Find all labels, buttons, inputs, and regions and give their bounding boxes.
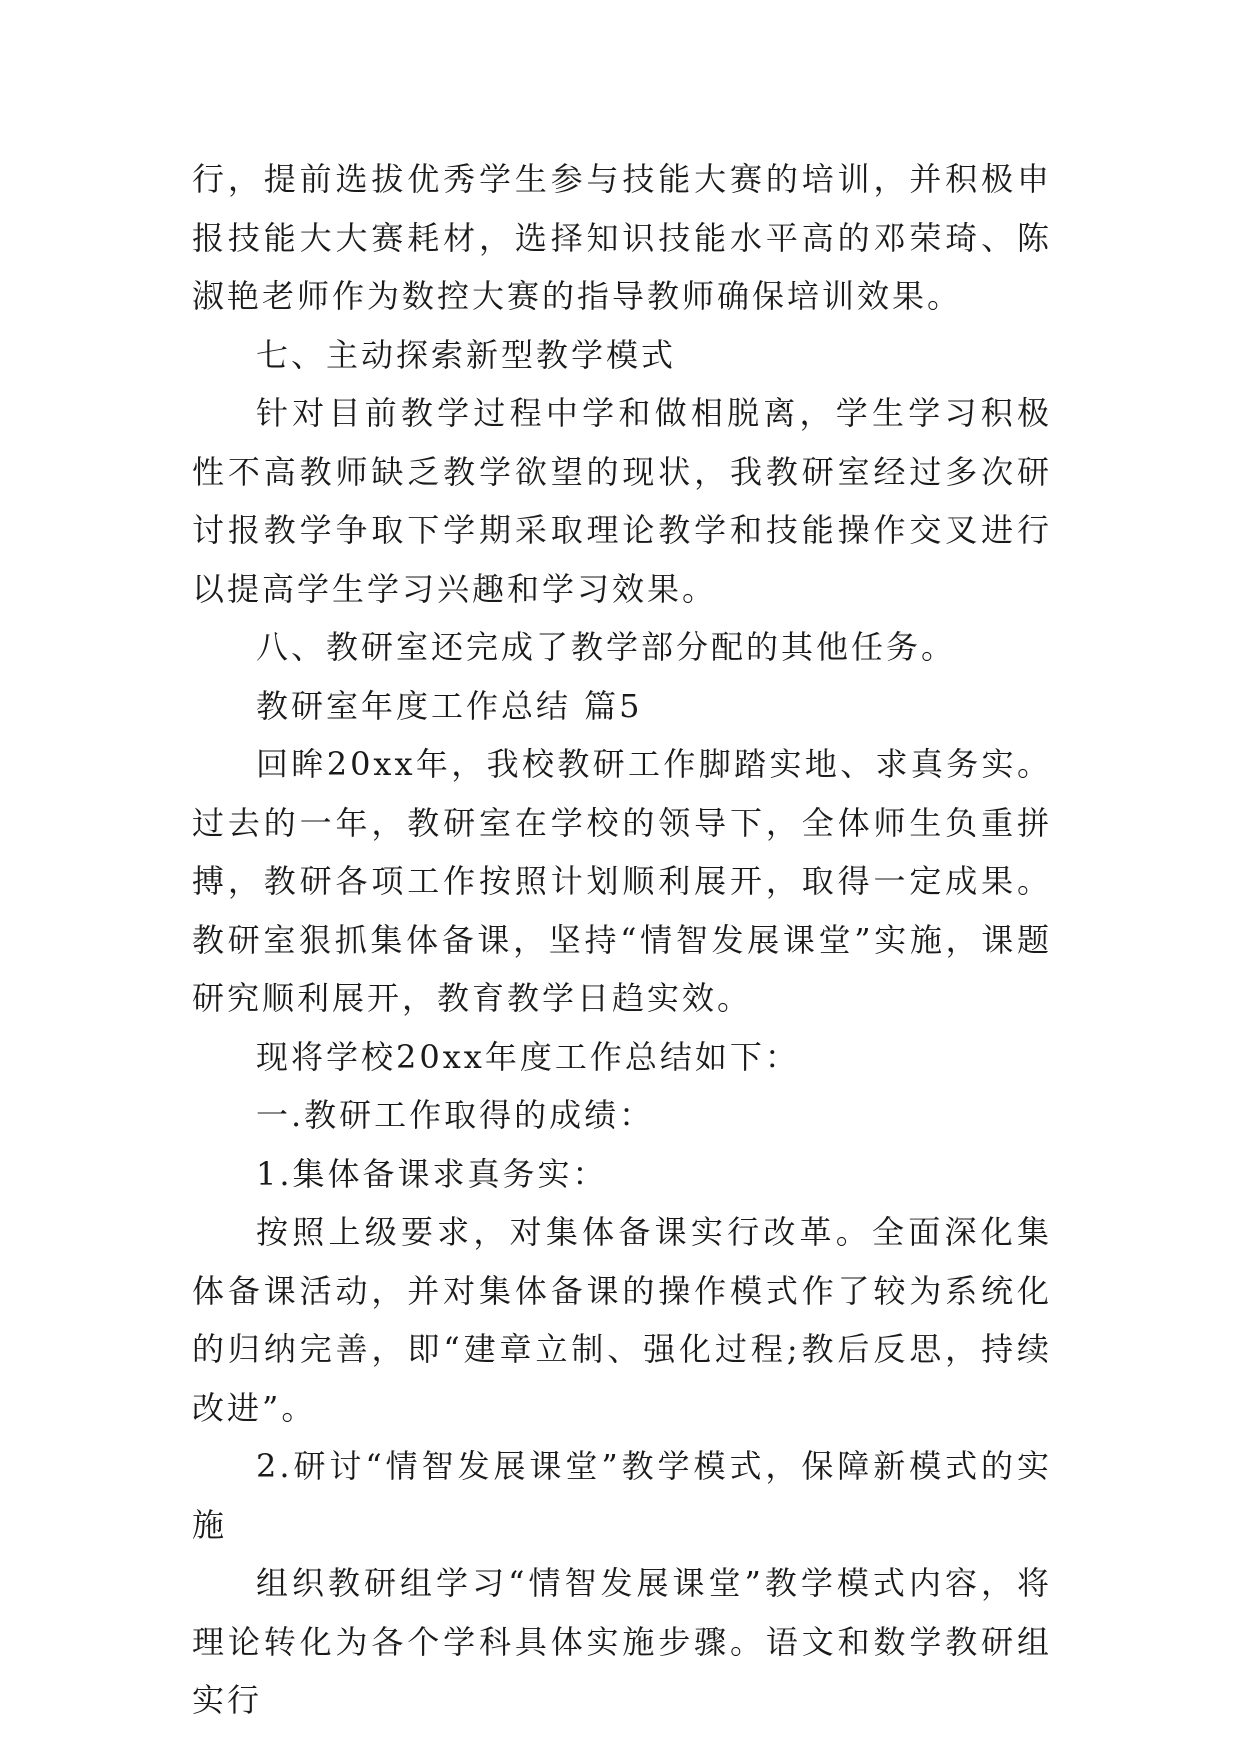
subheading-2: 2.研讨“情智发展课堂”教学模式，保障新模式的实施	[192, 1447, 1052, 1544]
subheading-1: 1.集体备课求真务实：	[256, 1154, 608, 1193]
article-title: 教研室年度工作总结 篇5	[256, 686, 643, 725]
paragraph-model-study: 组织教研组学习“情智发展课堂”教学模式内容，将理论转化为各个学科具体实施步骤。语文和数学教研组实行	[192, 1564, 1052, 1719]
section-heading-8: 八、教研室还完成了教学部分配的其他任务。	[256, 628, 957, 666]
paragraph-summary-intro: 现将学校20xx年度工作总结如下：	[256, 1037, 800, 1076]
paragraph-collective-prep: 按照上级要求，对集体备课实行改革。全面深化集体备课活动，并对集体备课的操作模式作了较为系统化的归纳完善，即“建章立制、强化过程;教后反思，持续改进”。	[192, 1213, 1052, 1427]
document-page	[192, 150, 1052, 1730]
paragraph-teaching-model: 针对目前教学过程中学和做相脱离，学生学习积极性不高教师缺乏教学欲望的现状，我教研室经过多次研讨报教学争取下学期采取理论教学和技能操作交叉进行以提高学生学习兴趣和学习效果。	[192, 394, 1052, 608]
section-heading-1: 一.教研工作取得的成绩：	[256, 1096, 655, 1134]
paragraph-continuation: 行，提前选拔优秀学生参与技能大赛的培训，并积极申报技能大大赛耗材，选择知识技能水平高的邓荣琦、陈淑艳老师作为数控大赛的指导教师确保培训效果。	[192, 160, 1052, 315]
section-heading-7: 七、主动探索新型教学模式	[256, 335, 677, 374]
paragraph-review: 回眸20xx年，我校教研工作脚踏实地、求真务实。过去的一年，教研室在学校的领导下，全体师生负重拼搏，教研各项工作按照计划顺利展开，取得一定成果。教研室狠抓集体备课，坚持“情智发展课堂”实施，课题研究顺利展开，教育教学日趋实效。	[192, 745, 1052, 1017]
